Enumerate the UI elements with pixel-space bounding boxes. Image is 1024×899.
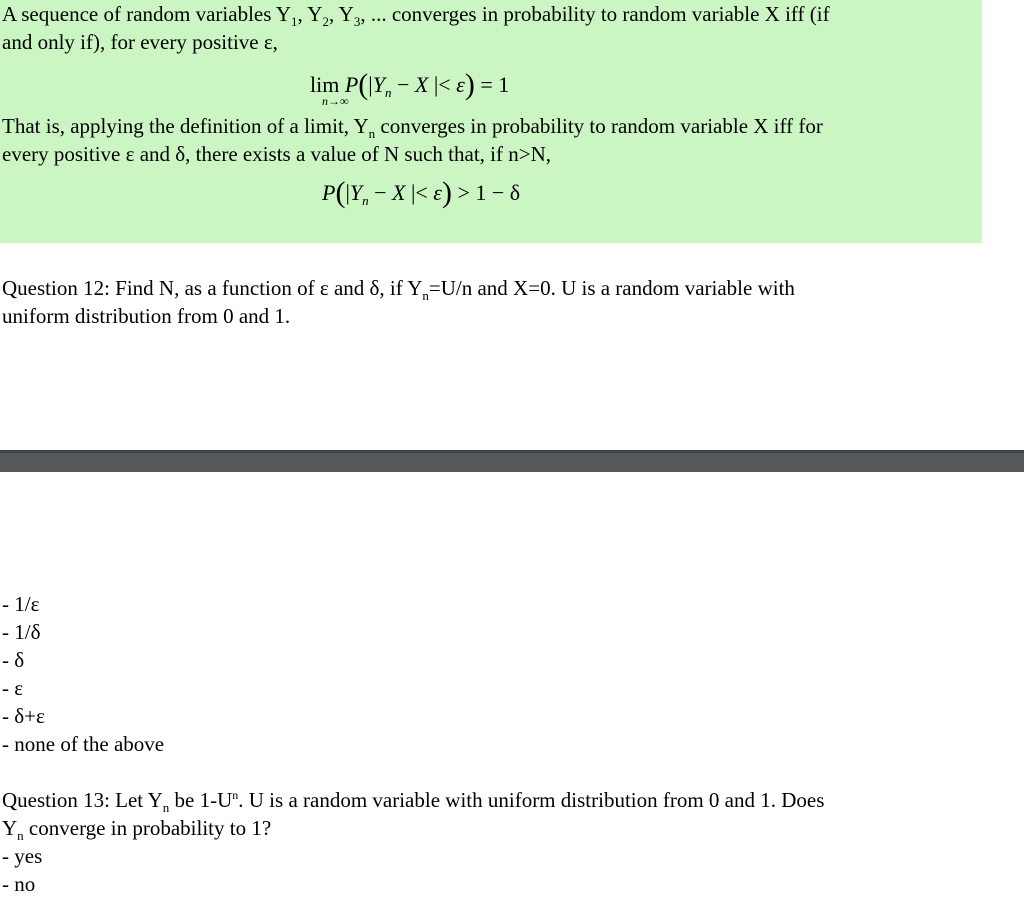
- q13-option-no[interactable]: - no: [2, 872, 36, 896]
- epsilon-symbol: ε: [433, 180, 442, 205]
- question-13-line-2: [2, 816, 271, 843]
- question-text: Y: [2, 816, 18, 840]
- definition-line-3: [2, 114, 823, 141]
- definition-text: , Y: [328, 2, 354, 26]
- probability-formula: [322, 174, 520, 208]
- question-12-line-1: [2, 276, 795, 303]
- section-divider: [0, 450, 1024, 472]
- question-text: . U is a random variable with uniform distribution from 0 and 1. Does: [238, 788, 825, 812]
- y-symbol: Y: [372, 72, 385, 97]
- question-13-line-1: [2, 788, 824, 815]
- q12-option-1[interactable]: - 1/ε: [2, 592, 40, 616]
- question-text: Question 12: Find N, as a function of ε and δ, if Y: [2, 276, 423, 300]
- limit-subscript: n→∞: [322, 94, 349, 108]
- y-symbol: Y: [349, 180, 363, 205]
- definition-text: , ... converges in probability to random variable X iff (if: [360, 2, 830, 26]
- definition-line-1: [2, 2, 830, 29]
- definition-line-2: and only if), for every positive ε,: [2, 30, 278, 54]
- close-paren: ): [464, 68, 475, 101]
- question-text: be 1-U: [169, 788, 233, 812]
- q12-option-2[interactable]: - 1/δ: [2, 620, 41, 644]
- abs-bar: |: [368, 72, 373, 97]
- subscript: n: [162, 800, 170, 815]
- question-text: Question 13: Let Y: [2, 788, 163, 812]
- lim-operator: lim: [310, 72, 340, 97]
- definition-text: converges in probability to random variable X iff for: [375, 114, 823, 138]
- question-text: converge in probability to 1?: [23, 816, 272, 840]
- q12-option-6[interactable]: - none of the above: [2, 732, 165, 756]
- rhs-value: = 1: [474, 72, 510, 97]
- subscript: n: [422, 288, 429, 303]
- subscript: 3: [353, 14, 361, 29]
- probability-symbol: P: [322, 180, 336, 205]
- definition-text: That is, applying the definition of a limit, Y: [2, 114, 369, 138]
- divider-edge: [0, 450, 1024, 453]
- x-symbol: X: [414, 72, 429, 97]
- q12-option-4[interactable]: - ε: [2, 676, 24, 700]
- subscript: 2: [322, 14, 329, 29]
- abs-bar: |: [345, 180, 350, 205]
- minus-sign: −: [368, 180, 393, 205]
- q12-option-5[interactable]: - δ+ε: [2, 704, 45, 728]
- close-paren: ): [441, 176, 452, 209]
- open-paren: (: [358, 68, 369, 101]
- definition-text: , Y: [297, 2, 323, 26]
- open-paren: (: [335, 176, 346, 209]
- subscript: n: [362, 193, 369, 208]
- q13-option-yes[interactable]: - yes: [2, 844, 43, 868]
- rhs-value: > 1 − δ: [451, 180, 521, 205]
- superscript: n: [232, 788, 239, 802]
- question-text: =U/n and X=0. U is a random variable with: [428, 276, 795, 300]
- q12-option-3[interactable]: - δ: [2, 648, 25, 672]
- less-than: |<: [405, 180, 434, 205]
- epsilon-symbol: ε: [456, 72, 465, 97]
- subscript: n: [368, 126, 376, 141]
- subscript: n: [17, 828, 24, 843]
- probability-symbol: P: [344, 72, 359, 97]
- definition-line-4: every positive ε and δ, there exists a value of N such that, if n>N,: [2, 142, 551, 166]
- less-than: |<: [428, 72, 457, 97]
- x-symbol: X: [392, 180, 406, 205]
- question-12-line-2: uniform distribution from 0 and 1.: [2, 304, 291, 328]
- subscript: 1: [291, 14, 298, 29]
- definition-text: A sequence of random variables Y: [2, 2, 292, 26]
- minus-sign: −: [391, 72, 415, 97]
- subscript: n: [384, 85, 392, 100]
